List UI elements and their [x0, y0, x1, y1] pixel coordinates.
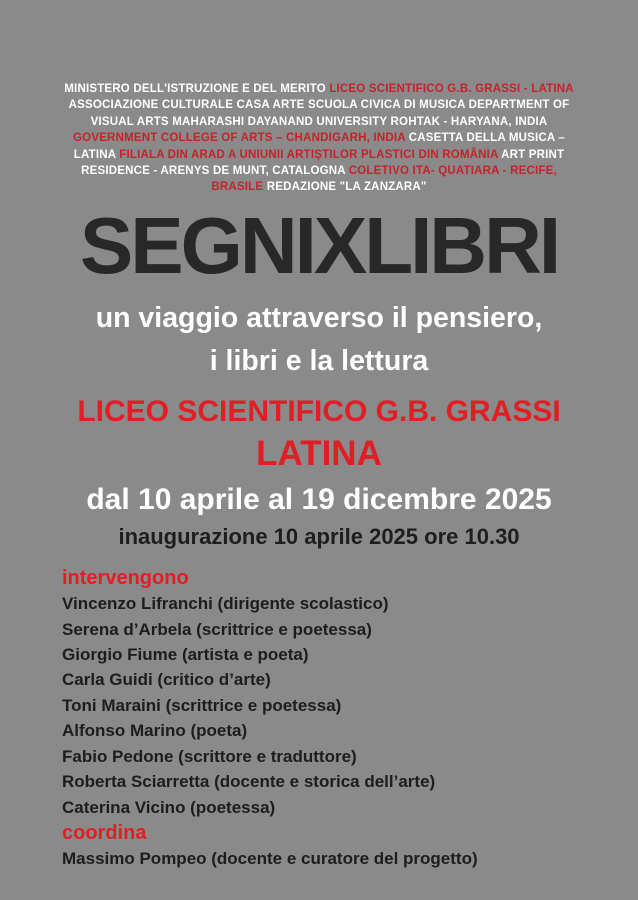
participant: Vincenzo Lifranchi (dirigente scolastico): [62, 594, 389, 614]
org-line-1: [0, 81, 638, 97]
org-university-rohtak: VISUAL ARTS MAHARASHI DAYANAND UNIVERSITY ROHTAK - HARYANA, INDIA: [90, 115, 548, 128]
org-government-college: GOVERNMENT COLLEGE OF ARTS – CHANDIGARH, INDIA: [73, 132, 409, 145]
org-line-7: [0, 179, 638, 195]
subtitle-line-1: un viaggio attraverso il pensiero,: [95, 301, 543, 334]
org-line-3: [0, 114, 638, 130]
org-line-6: [0, 163, 638, 179]
venue-name: LICEO SCIENTIFICO G.B. GRASSI: [77, 395, 561, 429]
venue-city: LATINA: [256, 434, 382, 474]
org-casetta-musica: CASETTA DELLA MUSICA –: [408, 132, 565, 145]
org-line-4: [0, 130, 638, 146]
org-associazione: ASSOCIAZIONE CULTURALE CASA ARTE SCUOLA CIVICA DI MUSICA DEPARTMENT OF: [68, 99, 570, 112]
org-coletivo: COLETIVO ITA- QUATIARA - RECIFE,: [348, 165, 557, 178]
org-redazione: REDAZIONE "LA ZANZARA": [266, 181, 427, 194]
subtitle-line-2: i libri e la lettura: [209, 344, 429, 377]
inauguration-date: inaugurazione 10 aprile 2025 ore 10.30: [118, 524, 520, 550]
participant: Fabio Pedone (scrittore e traduttore): [62, 746, 357, 766]
participant: Alfonso Marino (poeta): [62, 721, 248, 741]
participant: Serena d’Arbela (scrittrice e poetessa): [62, 619, 372, 639]
org-filiala-arad: FILIALA DIN ARAD A UNIUNII ARTIŞTILOR PLASTICI DIN ROMÂNIA: [119, 148, 502, 161]
org-ministero: MINISTERO DELL'ISTRUZIONE E DEL MERITO: [64, 83, 330, 95]
poster-subtitle: [0, 297, 638, 384]
participant: Toni Maraini (scrittrice e poetessa): [62, 695, 342, 715]
participant: Caterina Vicino (poetessa): [62, 797, 276, 817]
participants-heading: intervengono: [62, 567, 189, 590]
participants-section: [62, 565, 638, 871]
poster-title: SEGNIXLIBRI: [79, 200, 559, 290]
coordinator-person: Massimo Pompeo (docente e curatore del progetto): [62, 848, 478, 868]
organizations-header: [0, 0, 638, 196]
participant: Roberta Sciarretta (docente e storica dell’arte): [62, 772, 436, 792]
coordinator-heading: coordina: [62, 821, 147, 844]
exhibition-period: dal 10 aprile al 19 dicembre 2025: [86, 483, 552, 517]
participant: Carla Guidi (critico d’arte): [62, 670, 271, 690]
org-line-5: [0, 147, 638, 163]
org-brasile: BRASILE: [211, 181, 267, 194]
org-latina: LATINA: [73, 148, 120, 161]
org-line-2: [0, 97, 638, 113]
org-art-print: ART PRINT: [501, 148, 565, 161]
participant: Giorgio Fiume (artista e poeta): [62, 645, 309, 665]
org-residence-arenys: RESIDENCE - ARENYS DE MUNT, CATALOGNA: [81, 165, 349, 178]
org-liceo-grassi: LICEO SCIENTIFICO G.B. GRASSI - LATINA: [329, 83, 574, 95]
